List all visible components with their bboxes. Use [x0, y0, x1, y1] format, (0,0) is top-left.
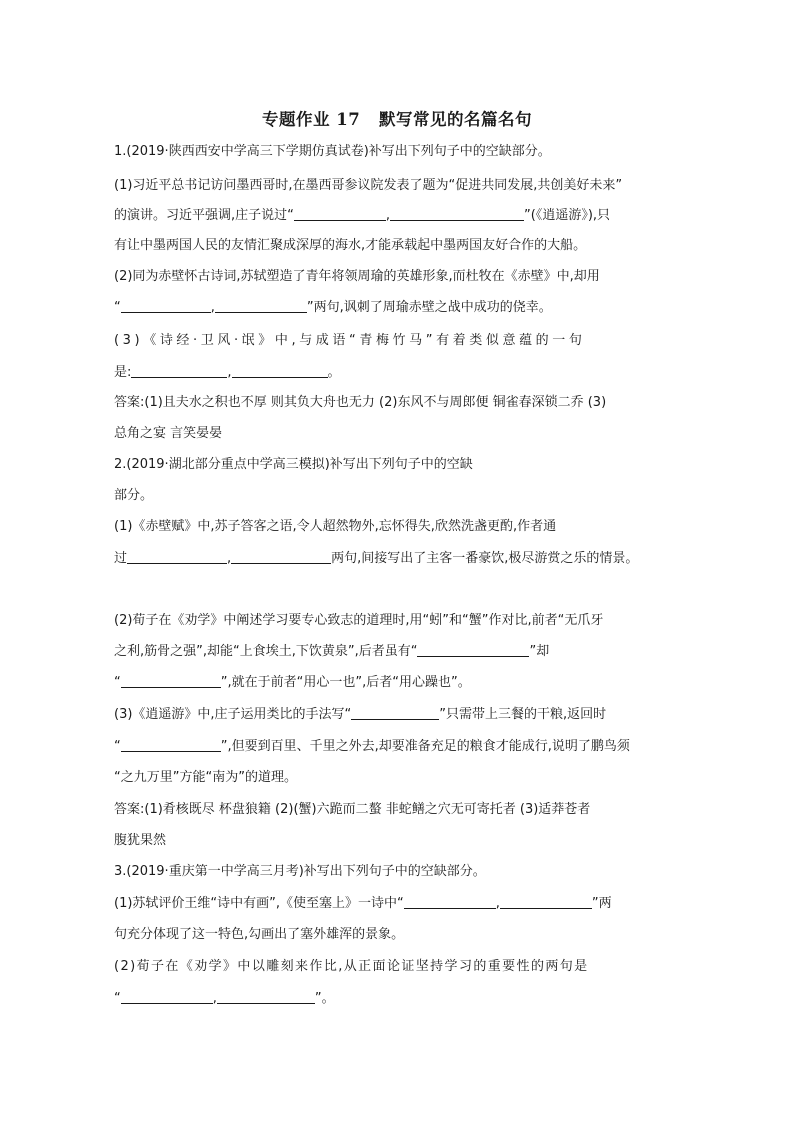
q3-heading: 3.(2019·重庆第一中学高三月考)补写出下列句子中的空缺部分。: [114, 864, 486, 879]
blank-q1-2b[interactable]: [215, 299, 307, 313]
blank-q2-3b[interactable]: [121, 738, 221, 752]
blank-q2-1b[interactable]: [231, 550, 331, 564]
q2-part2-text-a: 之利,筋骨之强”,却能“上食埃土,下饮黄泉”,后者虽有“: [114, 644, 418, 659]
q2-part3-text-d: ”,但要到百里、千里之外去,却要准备充足的粮食才能成行,说明了鹏鸟须: [220, 739, 630, 754]
q1-part1-line2: [114, 207, 610, 225]
q2-part3-line2: [114, 738, 630, 756]
q3-part2-line1: (2)荀子在《劝学》中以雕刻来作比,从正面论证坚持学习的重要性的两句是: [114, 959, 589, 974]
blank-q1-1a[interactable]: [294, 207, 386, 221]
blank-q2-2a[interactable]: [417, 643, 529, 657]
blank-q1-3a[interactable]: [131, 364, 227, 378]
q3-part1-text-c: ”两: [591, 896, 612, 911]
blank-q3-1a[interactable]: [404, 895, 496, 909]
q3-part1-text-b: ,: [495, 896, 500, 911]
q1-part3-text-b: ,: [227, 365, 232, 380]
blank-q1-1b[interactable]: [390, 207, 524, 221]
q3-part2-text-c: ”。: [314, 991, 335, 1006]
q1-answer-line1: 答案:(1)且夫水之积也不厚 则其负大舟也无力 (2)东风不与周郎便 铜雀春深锁二乔 (3): [114, 395, 607, 410]
blank-q2-3a[interactable]: [351, 706, 439, 720]
blank-q3-2a[interactable]: [121, 990, 213, 1004]
blank-q3-2b[interactable]: [217, 990, 315, 1004]
q1-heading: 1.(2019·陕西西安中学高三下学期仿真试卷)补写出下列句子中的空缺部分。: [114, 144, 551, 159]
q2-part2-text-d: ”,就在于前者“用心一也”,后者“用心躁也”。: [220, 675, 471, 690]
blank-q2-1a[interactable]: [127, 550, 227, 564]
q3-part1-line1: [114, 895, 612, 913]
q2-heading: 2.(2019·湖北部分重点中学高三模拟)补写出下列句子中的空缺: [114, 457, 473, 472]
q1-part3-text-a: 是:: [114, 365, 132, 380]
q2-part3-line1: [114, 706, 606, 724]
q1-part2-text-b: ,: [210, 300, 215, 315]
q1-part2-line1: (2)同为赤壁怀古诗词,苏轼塑造了青年将领周瑜的英雄形象,而杜牧在《赤壁》中,却用: [114, 269, 600, 284]
q2-part3-line3: “之九万里”方能“南为”的道理。: [114, 770, 297, 785]
q2-part1-text-c: 两句,间接写出了主客一番豪饮,极尽游赏之乐的情景。: [331, 551, 639, 566]
q3-part2-line2: [114, 990, 335, 1008]
blank-q2-2b[interactable]: [121, 674, 221, 688]
q1-part1-line3: 有让中墨两国人民的友情汇聚成深厚的海水,才能承载起中墨两国友好合作的大船。: [114, 238, 587, 253]
q2-heading-cont: 部分。: [114, 488, 154, 503]
q1-part1-text-b: ,: [385, 208, 391, 223]
blank-q1-2a[interactable]: [121, 299, 211, 313]
q1-part1-text-c: ”(《逍遥游》),只: [524, 208, 611, 223]
q2-part1-line2: [114, 550, 638, 568]
q2-part3-text-a: (3)《逍遥游》中,庄子运用类比的手法写“: [114, 707, 352, 722]
q2-part3-text-b: ”只需带上三餐的干粮,返回时: [439, 707, 607, 722]
q2-answer-line1: 答案:(1)肴核既尽 杯盘狼籍 (2)(蟹)六跪而二螯 非蛇鳝之穴无可寄托者 (3)适莽苍者: [114, 802, 591, 817]
page-title: 专题作业 17 默写常见的名篇名句: [262, 110, 532, 129]
q2-part2-line3: [114, 674, 471, 692]
q2-part3-text-c: “: [114, 739, 121, 754]
q1-part2-line2: [114, 299, 552, 317]
q1-answer-line2: 总角之宴 言笑晏晏: [114, 426, 223, 441]
q3-part1-line2: 句充分体现了这一特色,勾画出了塞外雄浑的景象。: [114, 927, 405, 942]
q1-part3-text-c: 。: [327, 365, 341, 380]
q3-part2-text-a: “: [114, 991, 121, 1006]
q2-part1-text-a: 过: [114, 551, 128, 566]
q3-part2-text-b: ,: [212, 991, 217, 1006]
q1-part3-line2: [114, 364, 341, 382]
q1-part2-text-c: ”两句,讽刺了周瑜赤壁之战中成功的侥幸。: [306, 300, 552, 315]
q1-part1-line1: (1)习近平总书记访问墨西哥时,在墨西哥参议院发表了题为“促进共同发展,共创美好未来”: [114, 178, 623, 193]
q2-part1-line1: (1)《赤壁赋》中,苏子答客之语,令人超然物外,忘怀得失,欣然洗盏更酌,作者通: [114, 519, 557, 534]
q2-part1-text-b: ,: [227, 551, 232, 566]
q1-part3-line1: (3)《诗经·卫风·氓》中,与成语“青梅竹马”有着类似意蕴的一句: [114, 333, 586, 348]
q2-part2-line2: [114, 643, 549, 661]
q2-part2-line1: (2)荀子在《劝学》中阐述学习要专心致志的道理时,用“蚓”和“蟹”作对比,前者“无爪牙: [114, 613, 604, 628]
q1-part1-text-a: 的演讲。习近平强调,庄子说过“: [114, 208, 294, 223]
q2-part2-text-b: ”却: [529, 644, 550, 659]
q1-part2-text-a: “: [114, 300, 121, 315]
blank-q1-3b[interactable]: [232, 364, 328, 378]
q2-answer-line2: 腹犹果然: [114, 833, 167, 848]
q2-part2-text-c: “: [114, 675, 121, 690]
q3-part1-text-a: (1)苏轼评价王维“诗中有画”,《使至塞上》一诗中“: [114, 896, 404, 911]
blank-q3-1b[interactable]: [500, 895, 592, 909]
